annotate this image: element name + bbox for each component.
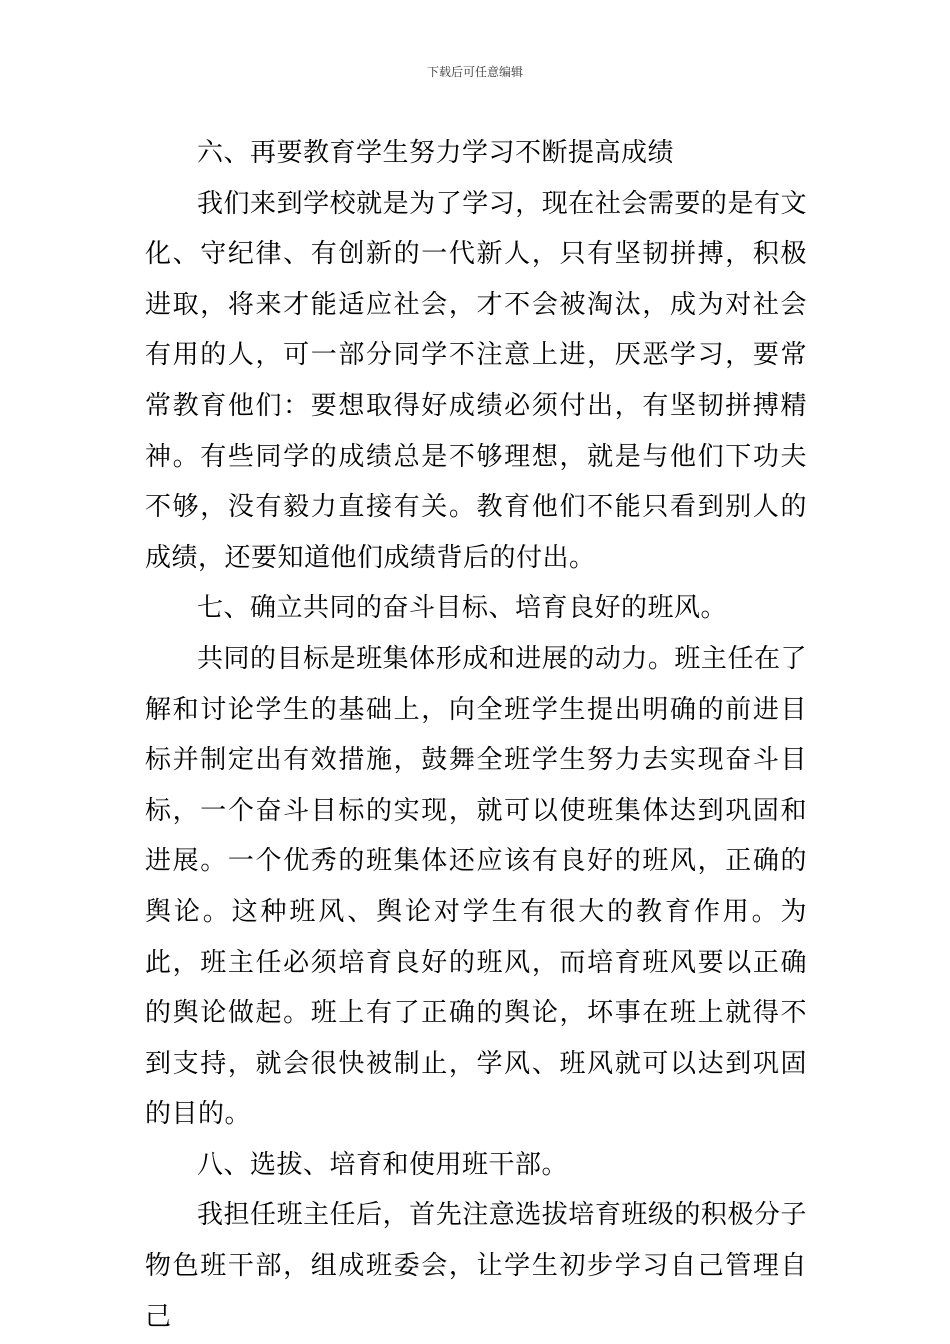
page-header-note: 下载后可任意编辑 — [426, 65, 523, 79]
section-heading-8: 八、选拔、培育和使用班干部。 — [197, 1149, 569, 1180]
paragraph: 我担任班主任后，首先注意选拔培育班级的积极分子物色班干部，组成班委会，让学生初步学习自己管理自己 — [145, 1200, 807, 1332]
section-heading-7: 七、确立共同的奋斗目标、培育良好的班风。 — [197, 593, 728, 624]
document-body — [145, 128, 807, 1342]
paragraph: 共同的目标是班集体形成和进展的动力。班主任在了解和讨论学生的基础上，向全班学生提出明确的前进目标并制定出有效措施，鼓舞全班学生努力去实现奋斗目标，一个奋斗目标的实现，就可以使班集体达到巩固和进展。一个优秀的班集体还应该有良好的班风，正确的舆论。这种班风、舆论对学生有很大的教育作用。为此，班主任必须培育良好的班风，而培育班风要以正确的舆论做起。班上有了正确的舆论，坏事在班上就得不到支持，就会很快被制止，学风、班风就可以达到巩固的目的。 — [145, 643, 807, 1130]
section-heading-6: 六、再要教育学生努力学习不断提高成绩 — [197, 138, 675, 168]
paragraph: 我们来到学校就是为了学习，现在社会需要的是有文化、守纪律、有创新的一代新人，只有坚韧拼搏，积极进取，将来才能适应社会，才不会被淘汰，成为对社会有用的人，可一部分同学不注意上进，厌恶学习，要常常教育他们：要想取得好成绩必须付出，有坚韧拼搏精神。有些同学的成绩总是不够理想，就是与他们下功夫不够，没有毅力直接有关。教育他们不能只看到别人的成绩，还要知道他们成绩背后的付出。 — [145, 188, 807, 573]
